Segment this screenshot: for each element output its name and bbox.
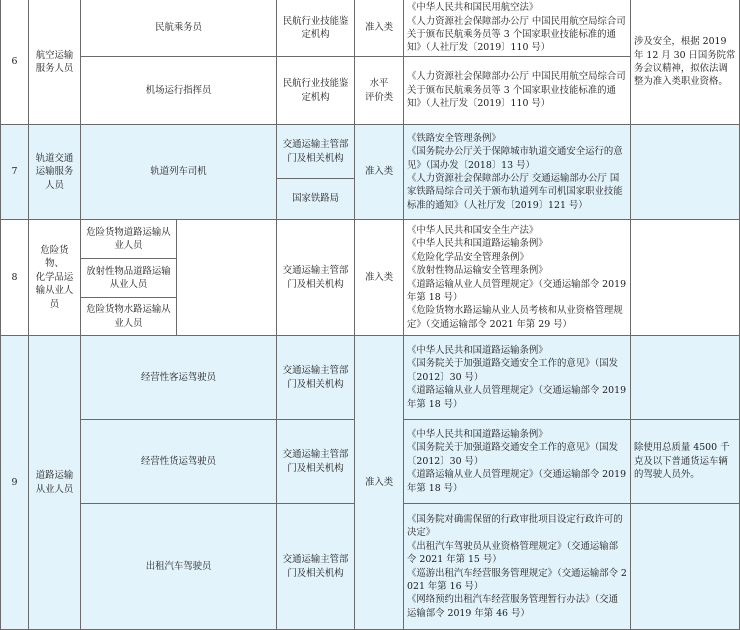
basis-item: 《出租汽车驾驶员从业资格管理规定》（交通运输部令 2021 年第 15 号）: [407, 540, 618, 566]
basis-item: 《危险货物水路运输从业人员考核和从业资格管理规定》（交通运输部令 2021 年第 29 号）: [407, 305, 623, 330]
row-number: 9: [1, 336, 29, 630]
basis-item: 《中华人民共和国道路运输条例》: [407, 429, 548, 441]
dept-cell: 交通运输主管部门及相关机构: [277, 336, 355, 420]
basis-item: 《道路运输从业人员管理规定》（交通运输部令 2019 年第 18 号）: [407, 385, 627, 410]
occupation-cell: 轨道列车司机: [81, 125, 277, 220]
type-cell: 准入类: [355, 0, 404, 57]
basis-item: 《人力资源社会保障部办公厅 中国民用航空局综合司关于颁布民航乘务员等 3 个国家职业技能标准的通知》（人社厅发〔2019〕110 号）: [407, 15, 626, 54]
occupation-cell: 机场运行指挥员: [81, 57, 277, 125]
basis-item: 《中华人民共和国安全生产法》: [407, 225, 539, 237]
basis-cell: [404, 336, 631, 420]
occupation-cell: 民航乘务员: [81, 0, 277, 57]
occupation-cell: 经营性货运驾驶员: [81, 420, 277, 504]
dept-cell: 交通运输主管部门及相关机构: [277, 420, 355, 504]
dept-cell: 交通运输主管部门及相关机构: [277, 125, 355, 179]
basis-cell: [404, 125, 631, 220]
dept-cell: 民航行业技能鉴定机构: [277, 0, 355, 57]
basis-item: 《人力资源社会保障部办公厅 中国民用航空局综合司关于颁布民航乘务员等 3 个国家职业技能标准的通知》（人社厅发〔2019〕110 号）: [407, 71, 626, 110]
basis-cell: [404, 57, 631, 125]
blank-cell: [177, 220, 277, 336]
basis-item: 《放射性物品运输安全管理条例》: [407, 265, 548, 277]
basis-item: 《道路运输从业人员管理规定》（交通运输部令 2019 年第 18 号）: [407, 469, 627, 494]
category-cell: 轨道交通 运输服务 人员: [29, 125, 81, 220]
basis-item: 《人力资源社会保障部办公厅 交通运输部办公厅 国家铁路局综合司关于颁布轨道列车司机国家职业技能标准的通知》（人社厅发〔2019〕121 号）: [407, 173, 623, 211]
basis-cell: [404, 0, 631, 57]
category-cell: 危险货物、 化学品运 输从业人 员: [29, 220, 81, 336]
basis-cell: [404, 504, 631, 630]
category-cell: 航空运输 服务人员: [29, 0, 81, 125]
basis-item: 《危险化学品安全管理条例》: [407, 251, 529, 263]
note-cell: 除使用总质量 4500 千克及以下普通货运车辆的驾驶人员外。: [631, 420, 740, 504]
occupation-cell: 出租汽车驾驶员: [81, 504, 277, 630]
row-number: 8: [1, 220, 29, 336]
occupation-cell: 危险货物水路运输从业人员: [81, 298, 177, 336]
basis-item: 《中华人民共和国道路运输条例》: [407, 345, 548, 357]
dept-cell: 民航行业技能鉴定机构: [277, 57, 355, 125]
table-row: [1, 125, 740, 179]
dept-cell: 交通运输主管部门及相关机构: [277, 220, 355, 336]
note-cell: [631, 336, 740, 420]
basis-item: 《网络预约出租汽车经营服务管理暂行办法》（交通运输部令 2019 年第 46 号）: [407, 594, 618, 619]
basis-item: 《铁路安全管理条例》: [407, 132, 501, 144]
row-number: 6: [1, 0, 29, 125]
dept-cell: 国家铁路局: [277, 179, 355, 220]
basis-item: 《中华人民共和国道路运输条例》: [407, 238, 548, 250]
table-row: [1, 0, 740, 57]
note-cell: [631, 220, 740, 336]
basis-item: 《巡游出租汽车经营服务管理规定》（交通运输部令 2021 年第 16 号）: [407, 567, 627, 592]
type-cell: 准入类: [355, 125, 404, 220]
table-row: [1, 220, 740, 259]
basis-item: 《国务院关于加强道路交通安全工作的意见》（国发〔2012〕30 号）: [407, 442, 618, 467]
basis-item: 《国务院办公厅关于保障城市轨道交通安全运行的意见》（国办发〔2018〕13 号）: [407, 146, 623, 171]
note-cell: 涉及安全，根据 2019 年 12 月 30 日国务院常务会议精神，拟依法调整为准入类职业资格。: [631, 0, 740, 125]
note-cell: [631, 125, 740, 220]
table-row: [1, 57, 740, 125]
occupation-cell: 放射性物品道路运输从业人员: [81, 259, 177, 298]
occupation-cell: 危险货物道路运输从业人员: [81, 220, 177, 259]
basis-item: 《道路运输从业人员管理规定》（交通运输部令 2019 年第 18 号）: [407, 278, 627, 303]
dept-cell: 交通运输主管部门及相关机构: [277, 504, 355, 630]
basis-item: 《中华人民共和国民用航空法》: [407, 2, 539, 14]
type-cell: 水平 评价类: [355, 57, 404, 125]
type-cell: 准入类: [355, 220, 404, 336]
occupation-cell: 经营性客运驾驶员: [81, 336, 277, 420]
basis-item: 《国务院关于加强道路交通安全工作的意见》（国发〔2012〕30 号）: [407, 358, 618, 383]
type-cell: 准入类: [355, 336, 404, 630]
basis-cell: [404, 420, 631, 504]
row-number: 7: [1, 125, 29, 220]
basis-cell: [404, 220, 631, 336]
note-cell: [631, 504, 740, 630]
category-cell: 道路运输 从业人员: [29, 336, 81, 630]
basis-item: 《国务院对确需保留的行政审批项目设定行政许可的决定》: [407, 514, 623, 539]
table-row: [1, 336, 740, 420]
